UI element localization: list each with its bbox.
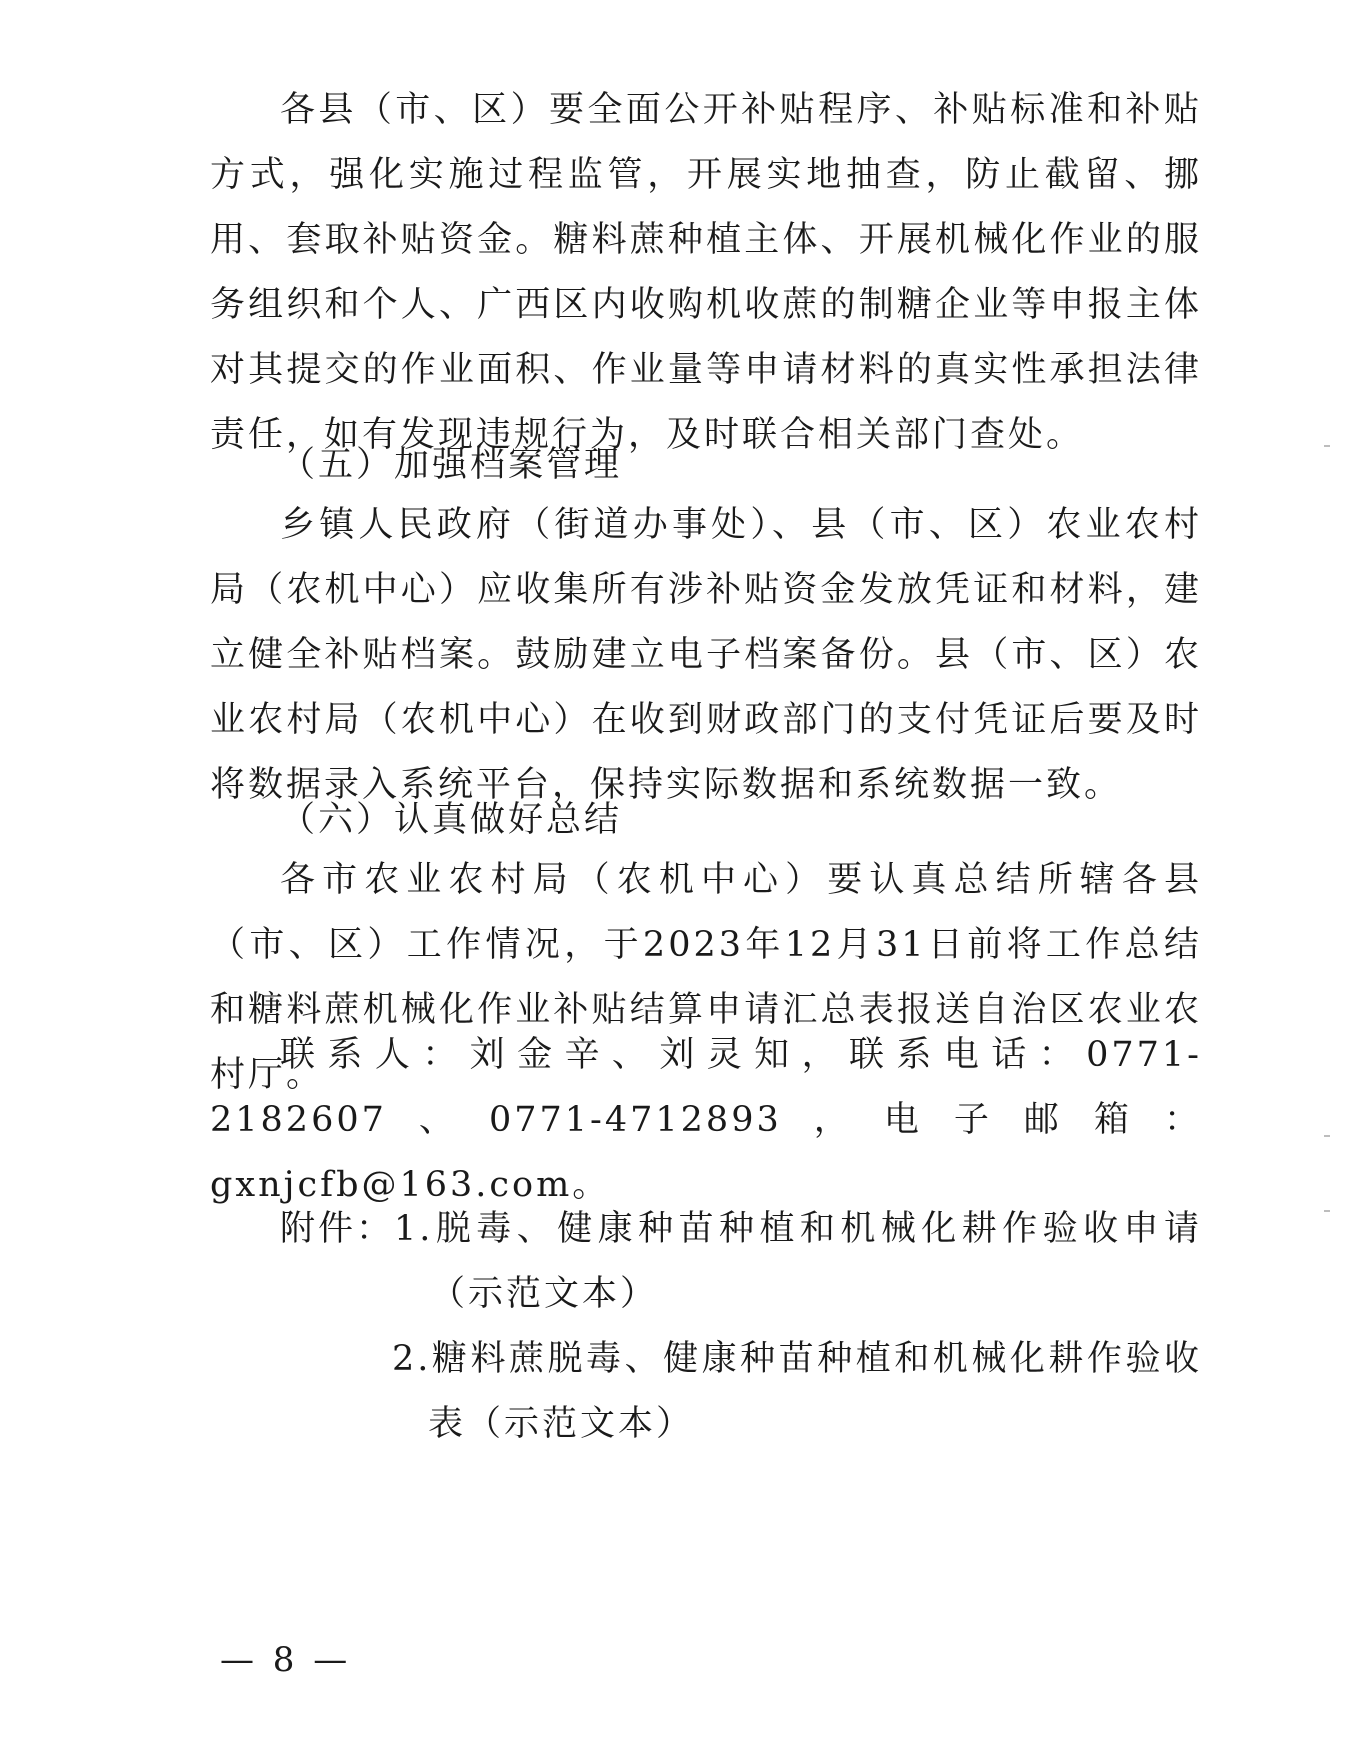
section-heading-archives: （五）加强档案管理 (280, 445, 623, 485)
page-number: — 8 — (220, 1640, 352, 1680)
paragraph-summary: 各市农业农村局（农机中心）要认真总结所辖各县（市、区）工作情况，于2023年12月31日前将工作总结和糖料蔗机械化作业补贴结算申请汇总表报送自治区农业农村厅。 (210, 860, 1202, 1095)
paragraph-contact: 联系人：刘金辛、刘灵知，联系电话：0771-2182607、0771-4712893，电子邮箱：gxnjcfb@163.com。 (210, 1035, 1202, 1205)
attachments-list (394, 1197, 1202, 1327)
attachments-label: 附件： (280, 1209, 395, 1249)
paragraph-supervision: 各县（市、区）要全面公开补贴程序、补贴标准和补贴方式，强化实施过程监管，开展实地抽查，防止截留、挪用、套取补贴资金。糖料蔗种植主体、开展机械化作业的服务组织和个人、广西区内收购机收蔗的制糖企业等申报主体对其提交的作业面积、作业量等申请材料的真实性承担法律责任，如有发现违规行为，及时联合相关部门查处。 (210, 90, 1202, 455)
attachment-item-1: 1.脱毒、健康种苗种植和机械化耕作验收申请（示范文本） (394, 1209, 1202, 1314)
scan-edge-mark (1324, 1210, 1330, 1212)
section-heading-summary: （六）认真做好总结 (280, 800, 623, 840)
scan-edge-mark (1324, 1135, 1330, 1137)
paragraph-archives: 乡镇人民政府（街道办事处）、县（市、区）农业农村局（农机中心）应收集所有涉补贴资金发放凭证和材料，建立健全补贴档案。鼓励建立电子档案备份。县（市、区）农业农村局（农机中心）在收到财政部门的支付凭证后要及时将数据录入系统平台，保持实际数据和系统数据一致。 (210, 505, 1202, 805)
scan-edge-mark (1324, 445, 1330, 447)
attachments-block (280, 1197, 1202, 1457)
attachment-item-2: 2.糖料蔗脱毒、健康种苗种植和机械化耕作验收表（示范文本） (392, 1339, 1202, 1444)
